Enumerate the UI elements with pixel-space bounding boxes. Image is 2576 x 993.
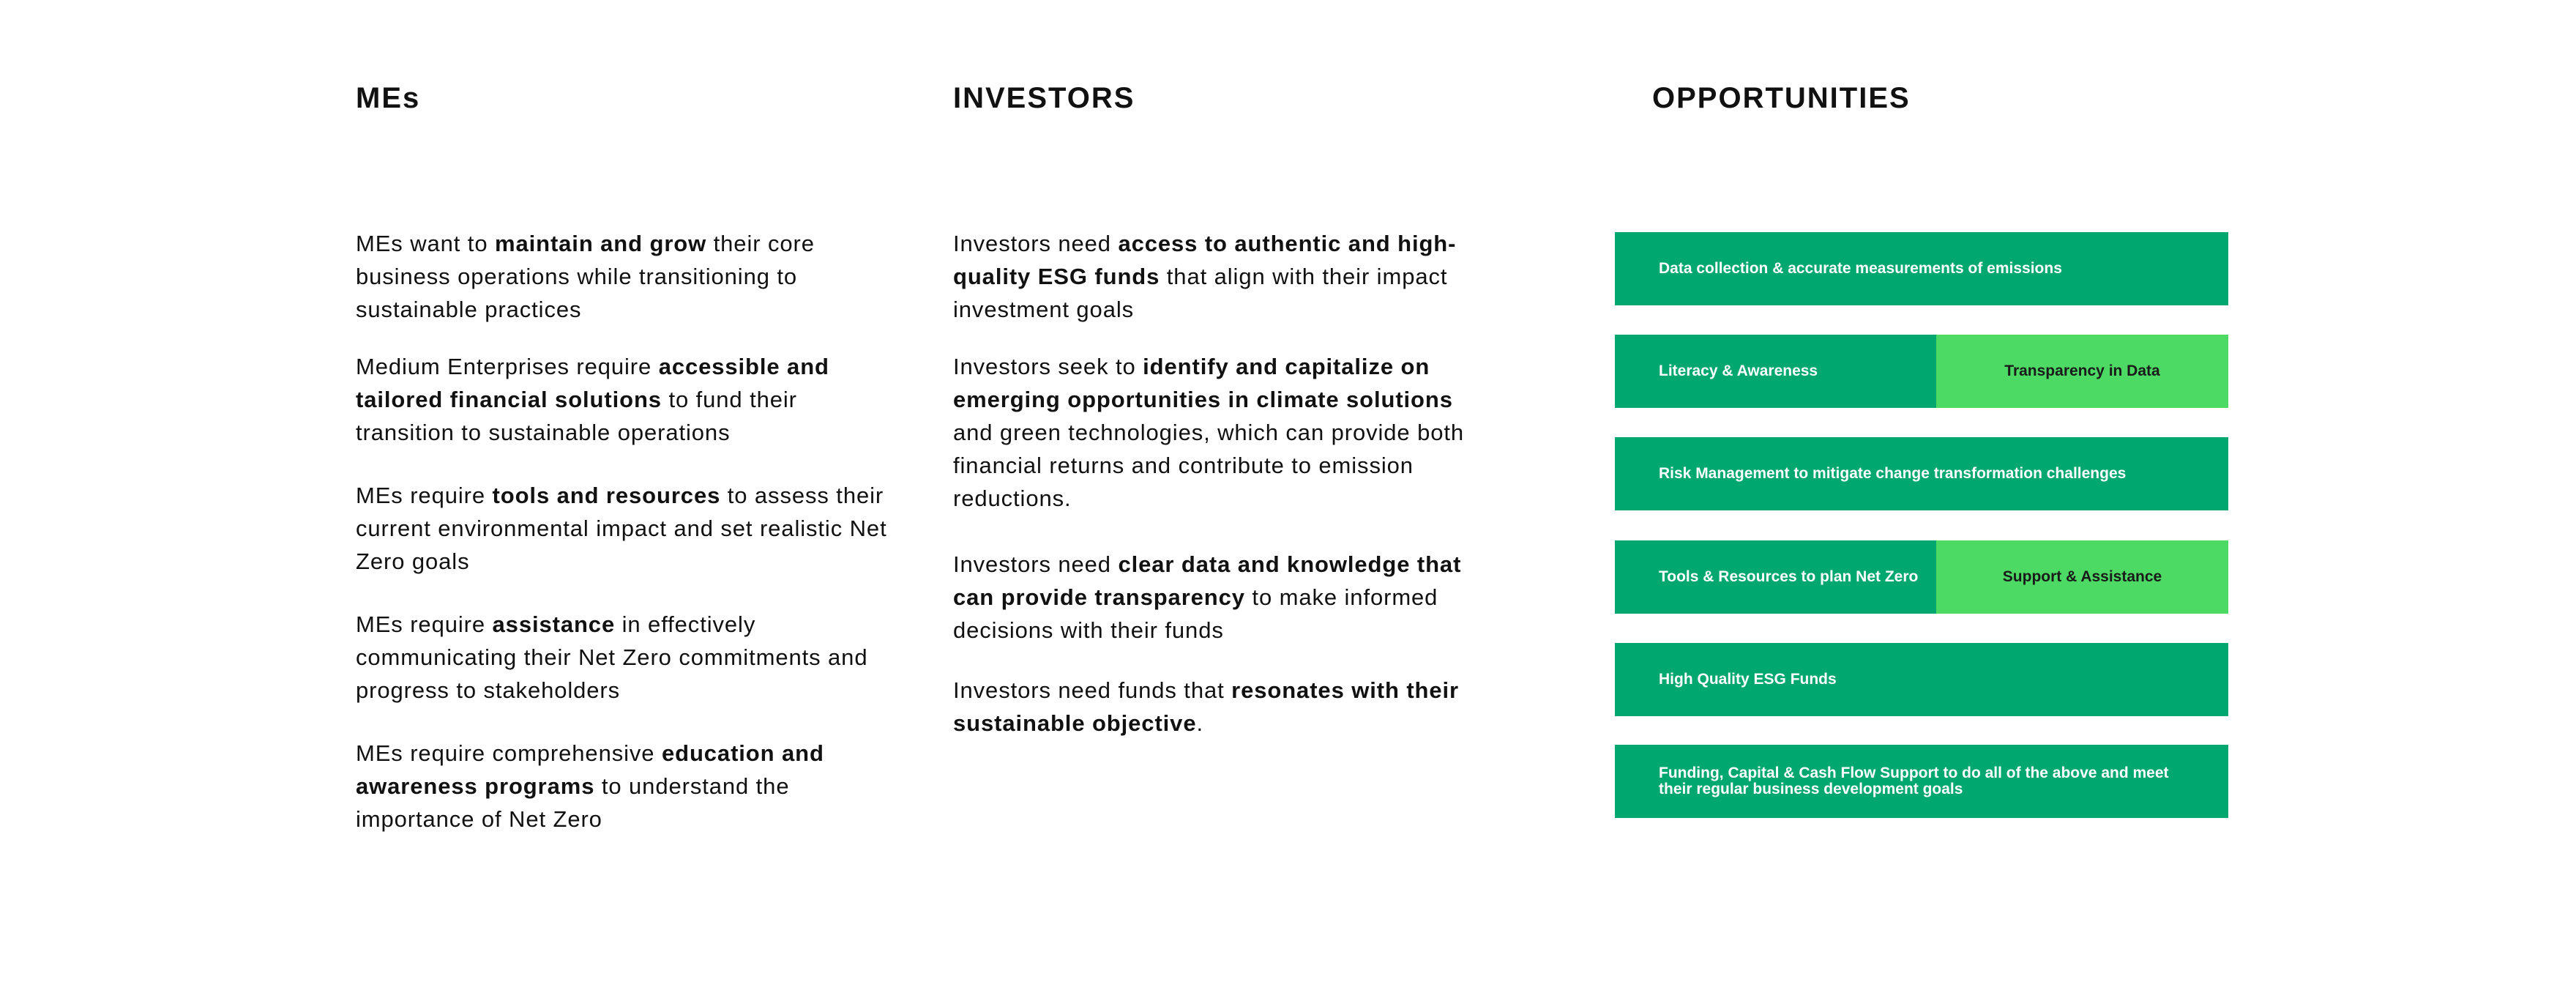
opportunity-tools-resources: Tools & Resources to plan Net Zero <box>1659 568 1919 585</box>
investors-statement: Investors need funds that resonates with their sustainable objective. <box>953 677 1459 736</box>
investors-statement: Investors need access to authentic and high-quality ESG funds that align with their impact investment goals <box>953 231 1457 322</box>
opportunities-heading: OPPORTUNITIES <box>1652 82 1911 114</box>
opportunity-data-collection: Data collection & accurate measurements of emissions <box>1659 260 2062 277</box>
opportunity-bar <box>1615 745 2228 818</box>
investors-statement: Investors seek to identify and capitalize on emerging opportunities in climate solutions and green technologies, which can provide both financial returns and contribute to emission reductions. <box>953 354 1465 511</box>
opportunity-bar <box>1615 540 2228 614</box>
mes-statement: MEs require assistance in effectively communicating their Net Zero commitments and progress to stakeholders <box>356 611 868 703</box>
mes-statement: Medium Enterprises require accessible and tailored financial solutions to fund their transition to sustainable operations <box>356 354 829 445</box>
mes-statement: MEs require tools and resources to assess their current environmental impact and set realistic Net Zero goals <box>356 483 887 574</box>
opportunity-bar <box>1615 335 2228 408</box>
opportunity-bar <box>1615 643 2228 716</box>
opportunity-funding: Funding, Capital & Cash Flow Support to do all of the above and meet their regular business development goals <box>1659 765 2169 797</box>
investors-heading: INVESTORS <box>953 82 1135 114</box>
mes-statement: MEs require comprehensive education and awareness programs to understand the importance of Net Zero <box>356 740 824 832</box>
opportunity-literacy: Literacy & Awareness <box>1659 362 1818 379</box>
opportunity-risk-management: Risk Management to mitigate change transformation challenges <box>1659 465 2127 482</box>
mes-heading: MEs <box>356 82 421 114</box>
mes-statement: MEs want to maintain and grow their core business operations while transitioning to sustainable practices <box>356 231 815 322</box>
opportunity-esg-funds: High Quality ESG Funds <box>1659 671 1837 688</box>
opportunity-transparency: Transparency in Data <box>1936 335 2228 408</box>
opportunity-bar <box>1615 437 2228 510</box>
opportunity-support-assistance: Support & Assistance <box>1936 540 2228 614</box>
opportunity-bar <box>1615 232 2228 305</box>
investors-statement: Investors need clear data and knowledge that can provide transparency to make informed decisions with their funds <box>953 551 1462 643</box>
